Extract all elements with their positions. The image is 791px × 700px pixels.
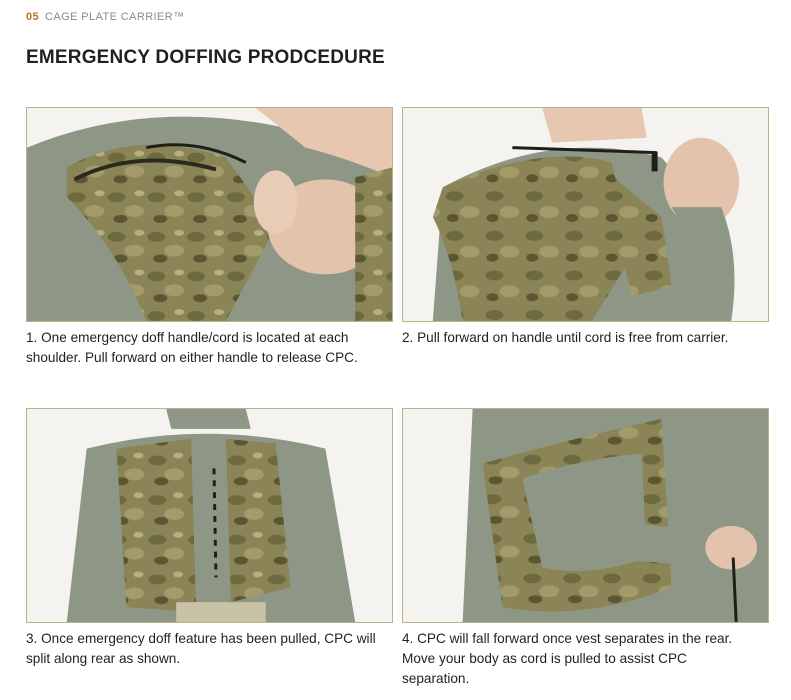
step-4-caption: 4. CPC will fall forward once vest separates in the rear. Move your body as cord is pulled to assist CPC separation. (402, 631, 733, 686)
step-4-illustration (403, 409, 768, 622)
step-3-caption: 3. Once emergency doff feature has been pulled, CPC will split along rear as shown. (26, 631, 376, 666)
step-3-photo (26, 408, 393, 623)
step-2-photo (402, 107, 769, 322)
step-3-illustration (27, 409, 392, 622)
section-header (26, 11, 184, 23)
step-1-photo (26, 107, 393, 322)
section-number: 05 (26, 11, 40, 23)
step-1-caption: 1. One emergency doff handle/cord is located at each shoulder. Pull forward on either handle to release CPC. (26, 330, 358, 365)
step-4-photo (402, 408, 769, 623)
step-2-caption: 2. Pull forward on handle until cord is free from carrier. (402, 330, 729, 345)
page-title: EMERGENCY DOFFING PRODCEDURE (26, 47, 385, 68)
step-2-illustration (403, 108, 768, 321)
section-name: CAGE PLATE CARRIER™ (45, 11, 185, 23)
step-1-illustration (27, 108, 392, 321)
